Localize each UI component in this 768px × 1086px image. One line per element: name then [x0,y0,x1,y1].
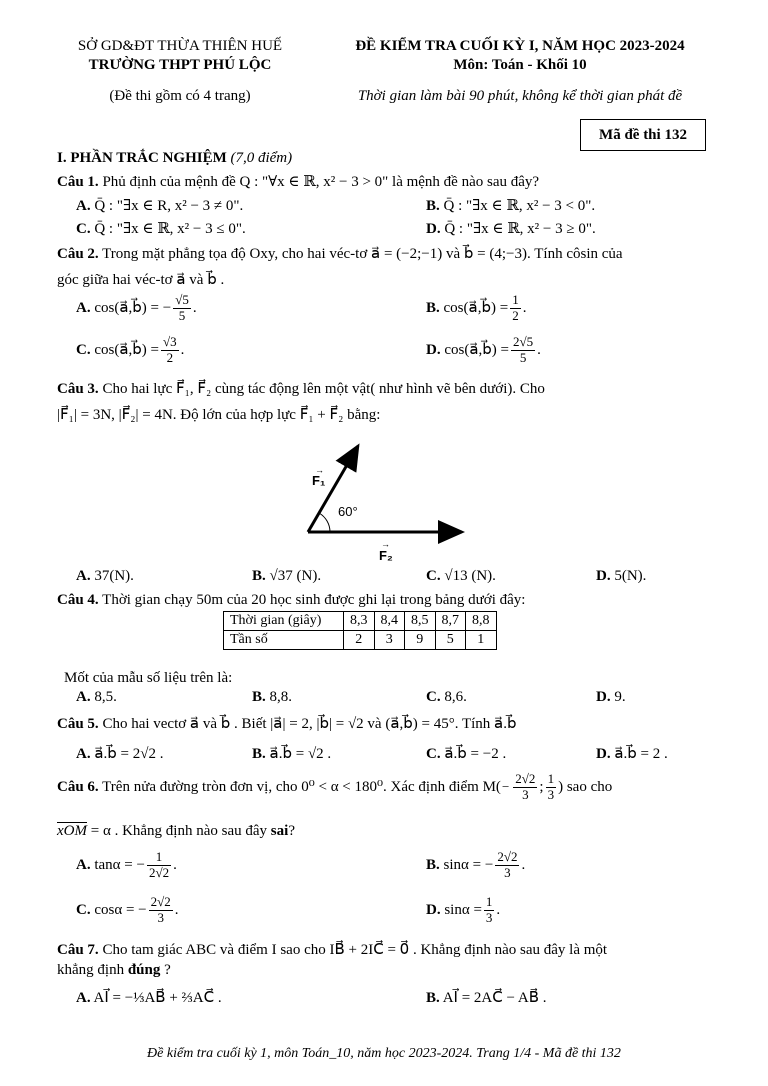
q2-option-b[interactable]: B. cos(a⃗,b⃗) = $\frac{1}{2}$ . [426,292,527,323]
question-4-prompt: Mốt của mẫu số liệu trên là: [64,670,233,686]
page-count-note: (Đề thi gồm có 4 trang) [109,88,251,104]
q4-option-c[interactable]: C. 8,6. [426,689,467,705]
subject-line: Môn: Toán - Khối 10 [453,57,587,73]
q4-option-a[interactable]: A. 8,5. [76,689,117,705]
f2-arrow-mark: → [381,539,390,549]
q3-option-b[interactable]: B. √37 (N). [252,568,322,584]
q2-option-a[interactable]: A. cos(a⃗,b⃗) = − $\frac{√5}{5}$ . [76,292,197,323]
table-cell: 1 [466,631,497,650]
table-cell: Tần số [224,631,344,650]
table-row [224,631,497,650]
exam-title: ĐỀ KIỂM TRA CUỐI KỲ I, NĂM HỌC 2023-2024 [355,38,685,54]
q6-option-d[interactable]: D. sinα = $\frac{1}{3}$ . [426,894,501,925]
force-diagram [290,440,470,565]
frequency-table [223,611,497,650]
school-name: TRƯỜNG THPT PHÚ LỘC [88,57,272,73]
q4-option-d[interactable]: D. 9. [596,689,626,705]
q1-option-d[interactable]: D. Q̄ : "∃x ∈ ℝ, x² − 3 ≥ 0". [426,221,596,237]
table-cell: 2 [344,631,375,650]
q7-option-a[interactable]: A. AI⃗ = −⅓AB⃗ + ⅔AC⃗ . [76,990,222,1006]
force-f1-arrow [308,446,358,532]
angle-label: 60° [338,504,358,519]
q1-option-a[interactable]: A. Q̄ : "∃x ∈ R, x² − 3 ≠ 0". [76,198,244,214]
table-cell: 9 [405,631,436,650]
q2-option-d[interactable]: D. cos(a⃗,b⃗) = $\frac{2√5}{5}$ . [426,334,541,365]
q3-option-c[interactable]: C. √13 (N). [426,568,496,584]
q6-option-a[interactable]: A. tanα = − $\frac{1}{2√2}$ . [76,849,177,880]
question-6: Câu 6. Trên nửa đường tròn đơn vị, cho 0⁰ < α < 180⁰. Xác định điểm M(− $\frac{2√2}{3}$ ; $\frac{1}{3}$ ) sao cho [57,771,613,802]
q2-option-c[interactable]: C. cos(a⃗,b⃗) = $\frac{√3}{2}$ . [76,334,185,365]
table-cell: 8,3 [344,612,375,631]
q6-option-c[interactable]: C. cosα = − $\frac{2√2}{3}$ . [76,894,179,925]
question-3: Câu 3. Cho hai lực F⃗₁, F⃗₂ cùng tác động lên một vật( như hình vẽ bên dưới). Cho [57,381,545,397]
q6-option-b[interactable]: B. sinα = − $\frac{2√2}{3}$ . [426,849,526,880]
question-7-line2: khẳng định đúng ? [57,962,171,978]
f1-arrow-mark: → [315,465,324,475]
exam-code-box: Mã đề thi 132 [580,119,706,151]
table-row [224,612,497,631]
table-cell: 8,8 [466,612,497,631]
q1-option-c[interactable]: C. Q̄ : "∃x ∈ ℝ, x² − 3 ≤ 0". [76,221,246,237]
question-6-line2: $\overline{xOM} = \alpha$ . Khẳng định nào sau đây sai? [57,823,295,839]
question-3-line2: |F⃗₁| = 3N, |F⃗₂| = 4N. Độ lớn của hợp lực F⃗₁ + F⃗₂ bằng: [57,407,381,423]
f2-label: F₂ [379,548,393,563]
question-1: Câu 1. Phủ định của mệnh đề Q : "∀x ∈ ℝ, x² − 3 > 0" là mệnh đề nào sau đây? [57,174,540,190]
page-footer: Đề kiểm tra cuối kỳ 1, môn Toán_10, năm học 2023-2024. Trang 1/4 - Mã đề thi 132 [147,1046,621,1061]
f1-label: F₁ [312,473,326,488]
q1-option-b[interactable]: B. Q̄ : "∃x ∈ ℝ, x² − 3 < 0". [426,198,596,214]
q5-option-b[interactable]: B. a⃗.b⃗ = √2 . [252,746,332,762]
table-cell: 8,5 [405,612,436,631]
q5-option-a[interactable]: A. a⃗.b⃗ = 2√2 . [76,746,164,762]
school-department: SỞ GD&ĐT THỪA THIÊN HUẾ [77,38,283,54]
angle-arc [319,513,330,532]
question-5: Câu 5. Cho hai vectơ a⃗ và b⃗ . Biết |a⃗| = 2, |b⃗| = √2 và (a⃗,b⃗) = 45°. Tính a⃗.b⃗ [57,716,517,732]
q3-option-d[interactable]: D. 5(N). [596,568,647,584]
table-cell: Thời gian (giây) [224,612,344,631]
question-2-line2: góc giữa hai véc-tơ a⃗ và b⃗ . [57,272,225,288]
table-cell: 5 [435,631,466,650]
table-cell: 3 [374,631,405,650]
question-4: Câu 4. Thời gian chạy 50m của 20 học sinh được ghi lại trong bảng dưới đây: [57,592,526,608]
q5-option-d[interactable]: D. a⃗.b⃗ = 2 . [596,746,668,762]
section-title: I. PHẦN TRẮC NGHIỆM (7,0 điểm) [57,150,293,166]
q3-option-a[interactable]: A. 37(N). [76,568,134,584]
q7-option-b[interactable]: B. AI⃗ = 2AC⃗ − AB⃗ . [426,990,547,1006]
question-7: Câu 7. Cho tam giác ABC và điểm I sao cho IB⃗ + 2IC⃗ = 0⃗ . Khẳng định nào sau đây là một [57,942,608,958]
q4-option-b[interactable]: B. 8,8. [252,689,293,705]
time-note: Thời gian làm bài 90 phút, không kể thời gian phát đề [357,88,683,104]
table-cell: 8,4 [374,612,405,631]
table-cell: 8,7 [435,612,466,631]
q5-option-c[interactable]: C. a⃗.b⃗ = −2 . [426,746,507,762]
question-2: Câu 2. Trong mặt phẳng tọa độ Oxy, cho hai véc-tơ a⃗ = (−2;−1) và b⃗ = (4;−3). Tính côsin của [57,246,623,262]
